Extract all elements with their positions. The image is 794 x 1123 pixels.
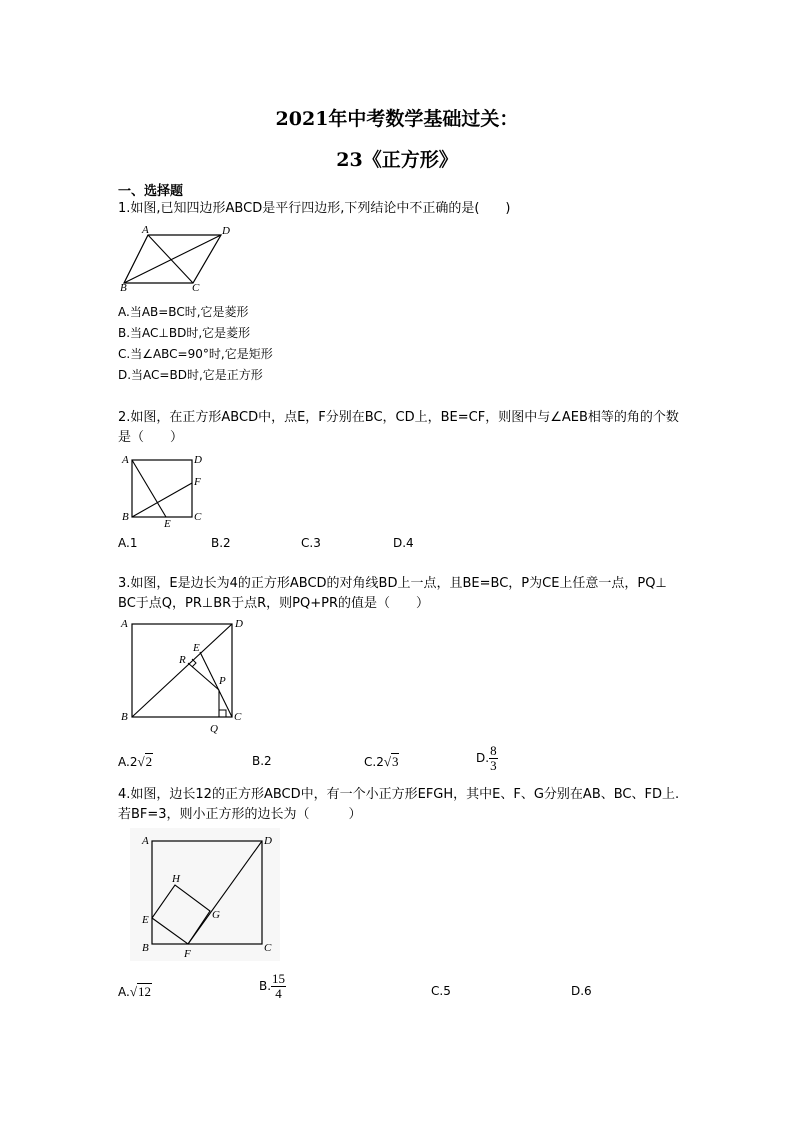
q3-option-a-prefix: A.2 [118,755,138,769]
q2-segment-bf [132,483,192,517]
q2-label-b: B [122,511,129,523]
section-heading: 一、选择题 [118,184,184,199]
q2-label-f: F [194,476,201,488]
q3-label-b: B [121,711,128,723]
q4-label-c: C [264,942,272,954]
q2-stem-line1: 2.如图，在正方形ABCD中，点E，F分别在BC，CD上，BE=CF，则图中与∠AEB相等的角的个数 [118,410,679,425]
q4-option-b-prefix: B. [259,979,272,993]
q3-label-r: R [179,654,186,666]
q3-label-q: Q [210,723,218,735]
q1-label-c: C [192,282,200,294]
q1-option-d: D.当AC=BD时,它是正方形 [118,368,263,382]
q4-label-d: D [264,835,272,847]
q2-label-d: D [194,454,202,466]
q3-option-b: B.2 [252,754,272,768]
q3-option-d-fraction [489,744,498,773]
q1-label-d: D [222,225,230,237]
q2-option-c: C.3 [301,536,321,550]
q4-stem-line2: 若BF=3，则小正方形的边长为（ ） [118,807,362,822]
q2-option-a: A.1 [118,536,138,550]
q3-option-a [118,751,153,773]
q3-square-figure [118,614,253,739]
q2-label-e: E [164,518,171,530]
q3-label-p: P [219,675,226,687]
q2-label-a: A [122,454,129,466]
q3-stem-line2: BC于点Q，PR⊥BR于点R，则PQ+PR的值是（ ） [118,596,430,611]
q1-label-b: B [120,282,127,294]
q4-label-e: E [142,914,149,926]
q4-label-f: F [184,948,191,960]
q3-option-a-sqrt: √2 [137,754,153,769]
q1-stem: 1.如图,已知四边形ABCD是平行四边形,下列结论中不正确的是( ) [118,201,511,216]
q3-segment-ce [200,652,232,717]
q4-label-h: H [172,873,180,885]
q1-parallelogram-figure [118,224,238,294]
q4-figure-svg [130,828,280,963]
q3-label-e: E [193,642,200,654]
q4-option-d: D.6 [571,984,592,998]
q3-option-c-prefix: C.2 [364,755,384,769]
q3-option-d [476,744,498,773]
q1-option-a: A.当AB=BC时,它是菱形 [118,305,249,319]
q3-option-c-sqrt: √3 [383,754,399,769]
q3-option-a-radicand: 2 [145,754,153,769]
q3-label-c: C [234,711,242,723]
q3-right-angle-r [192,659,196,667]
q4-option-a-sqrt: √12 [129,984,151,999]
q4-option-b-denominator: 4 [275,986,282,1001]
q4-option-a-prefix: A. [118,985,130,999]
q3-option-d-denominator: 3 [490,758,497,773]
q4-label-g: G [212,909,220,921]
page-subtitle: 23《正方形》 [336,149,458,171]
q2-figure-svg [118,452,213,530]
q3-stem-line1: 3.如图，E是边长为4的正方形ABCD的对角线BD上一点，且BE=BC，P为CE上任意一点，PQ⊥ [118,576,667,591]
q2-stem-line2: 是（ ） [118,430,184,445]
q4-option-a-radicand: 12 [137,984,151,999]
q1-label-a: A [142,224,149,236]
q3-label-a: A [121,618,128,630]
q4-option-b [259,972,286,1001]
q3-option-c [364,751,399,773]
q3-option-c-radicand: 3 [391,754,399,769]
q3-right-angle-q [219,710,226,717]
q2-option-b: B.2 [211,536,231,550]
q3-option-d-prefix: D. [476,751,490,765]
q2-label-c: C [194,511,202,523]
q4-square-figure [130,828,280,963]
q2-segment-ae [132,460,166,517]
q2-square-figure [118,452,213,530]
q4-option-c: C.5 [431,984,451,998]
page-title: 2021年中考数学基础过关： [275,108,519,130]
q4-label-b: B [142,942,149,954]
q3-diagonal-bd [132,624,232,717]
q4-option-b-fraction [271,972,286,1001]
q4-stem-line1: 4.如图，边长12的正方形ABCD中，有一个小正方形EFGH，其中E、F、G分别在AB、BC、FD上. [118,787,680,802]
q1-figure-svg [118,224,238,294]
q2-option-d: D.4 [393,536,414,550]
q4-label-a: A [142,835,149,847]
q3-option-d-numerator: 8 [490,743,497,758]
q1-option-c: C.当∠ABC=90°时,它是矩形 [118,347,273,361]
q4-option-a [118,981,152,1003]
q1-option-b: B.当AC⊥BD时,它是菱形 [118,326,251,340]
q3-label-d: D [235,618,243,630]
q3-figure-svg [118,614,253,739]
q1-diagonal-ac [148,235,193,283]
q4-option-b-numerator: 15 [272,971,286,986]
